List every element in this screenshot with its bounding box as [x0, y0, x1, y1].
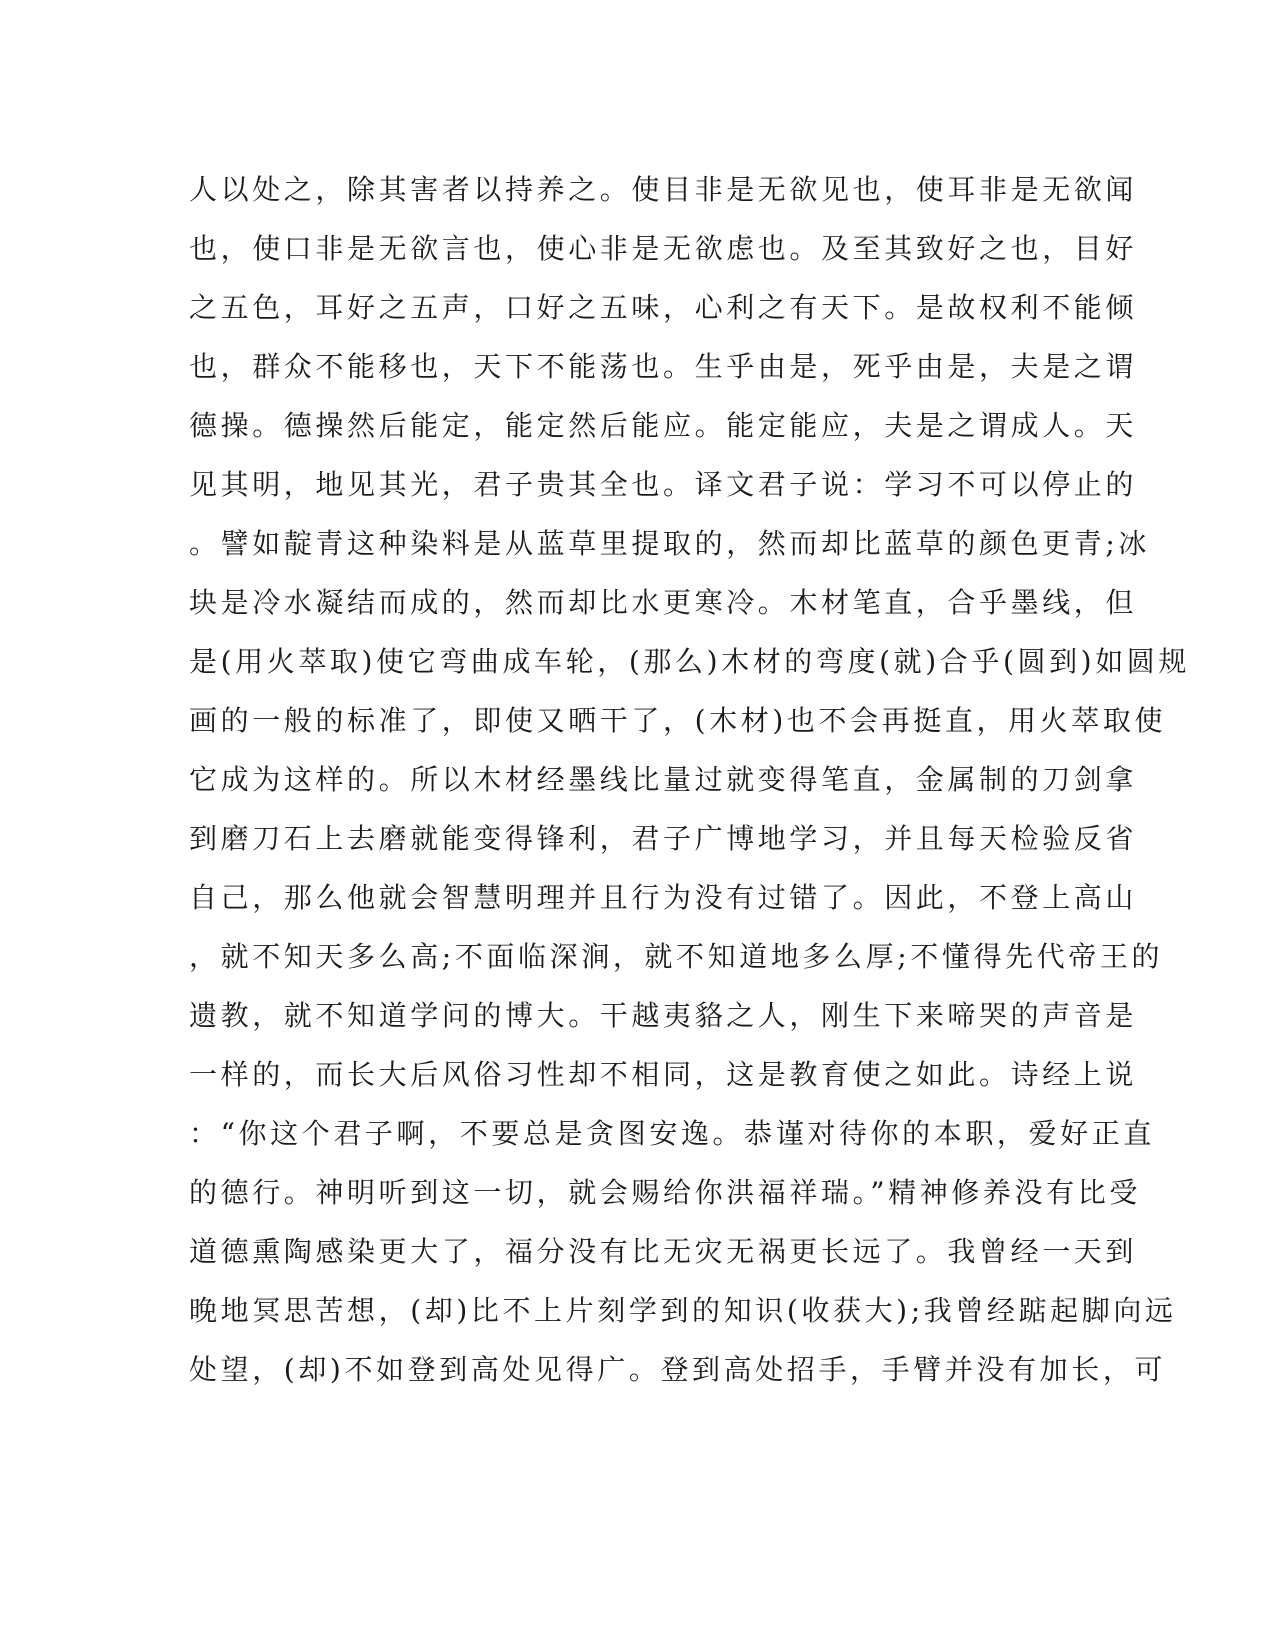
text-line: 见其明，地见其光，君子贵其全也。译文君子说：学习不可以停止的 — [189, 468, 1138, 501]
text-line: 也，群众不能移也，天下不能荡也。生乎由是，死乎由是，夫是之谓 — [189, 350, 1138, 383]
text-line: 是(用火萃取)使它弯曲成车轮，(那么)木材的弯度(就)合乎(圆到)如圆规 — [189, 645, 1190, 678]
text-line: 德操。德操然后能定，能定然后能应。能定能应，夫是之谓成人。天 — [189, 409, 1138, 442]
text-line: ，就不知天多么高;不面临深涧，就不知道地多么厚;不懂得先代帝王的 — [189, 940, 1164, 973]
text-line: 的德行。神明听到这一切，就会赐给你洪福祥瑞。”精神修养没有比受 — [189, 1176, 1141, 1209]
text-line: 画的一般的标准了，即使又晒干了，(木材)也不会再挺直，用火萃取使 — [189, 704, 1167, 737]
text-line: 遗教，就不知道学问的博大。干越夷貉之人，刚生下来啼哭的声音是 — [189, 999, 1138, 1032]
text-line: 人以处之，除其害者以持养之。使目非是无欲见也，使耳非是无欲闻 — [189, 173, 1138, 206]
text-line: 道德熏陶感染更大了，福分没有比无灾无祸更长远了。我曾经一天到 — [189, 1235, 1138, 1268]
text-line: 块是冷水凝结而成的，然而却比水更寒冷。木材笔直，合乎墨线，但 — [189, 586, 1138, 619]
text-line: 晚地冥思苦想，(却)比不上片刻学到的知识(收获大);我曾经踮起脚向远 — [189, 1294, 1177, 1327]
text-line: 之五色，耳好之五声，口好之五味，心利之有天下。是故权利不能倾 — [189, 291, 1138, 324]
text-line: 它成为这样的。所以木材经墨线比量过就变得笔直，金属制的刀剑拿 — [189, 763, 1138, 796]
text-line: 。譬如靛青这种染料是从蓝草里提取的，然而却比蓝草的颜色更青;冰 — [189, 527, 1151, 560]
text-line: 到磨刀石上去磨就能变得锋利，君子广博地学习，并且每天检验反省 — [189, 822, 1138, 855]
body-text — [189, 160, 1190, 1399]
text-line: 也，使口非是无欲言也，使心非是无欲虑也。及至其致好之也，目好 — [189, 232, 1138, 265]
text-line: 自己，那么他就会智慧明理并且行为没有过错了。因此，不登上高山 — [189, 881, 1138, 914]
text-line: ：“你这个君子啊，不要总是贪图安逸。恭谨对待你的本职，爱好正直 — [189, 1117, 1155, 1150]
text-line: 一样的，而长大后风俗习性却不相同，这是教育使之如此。诗经上说 — [189, 1058, 1138, 1091]
text-line: 处望，(却)不如登到高处见得广。登到高处招手，手臂并没有加长，可 — [189, 1353, 1167, 1386]
